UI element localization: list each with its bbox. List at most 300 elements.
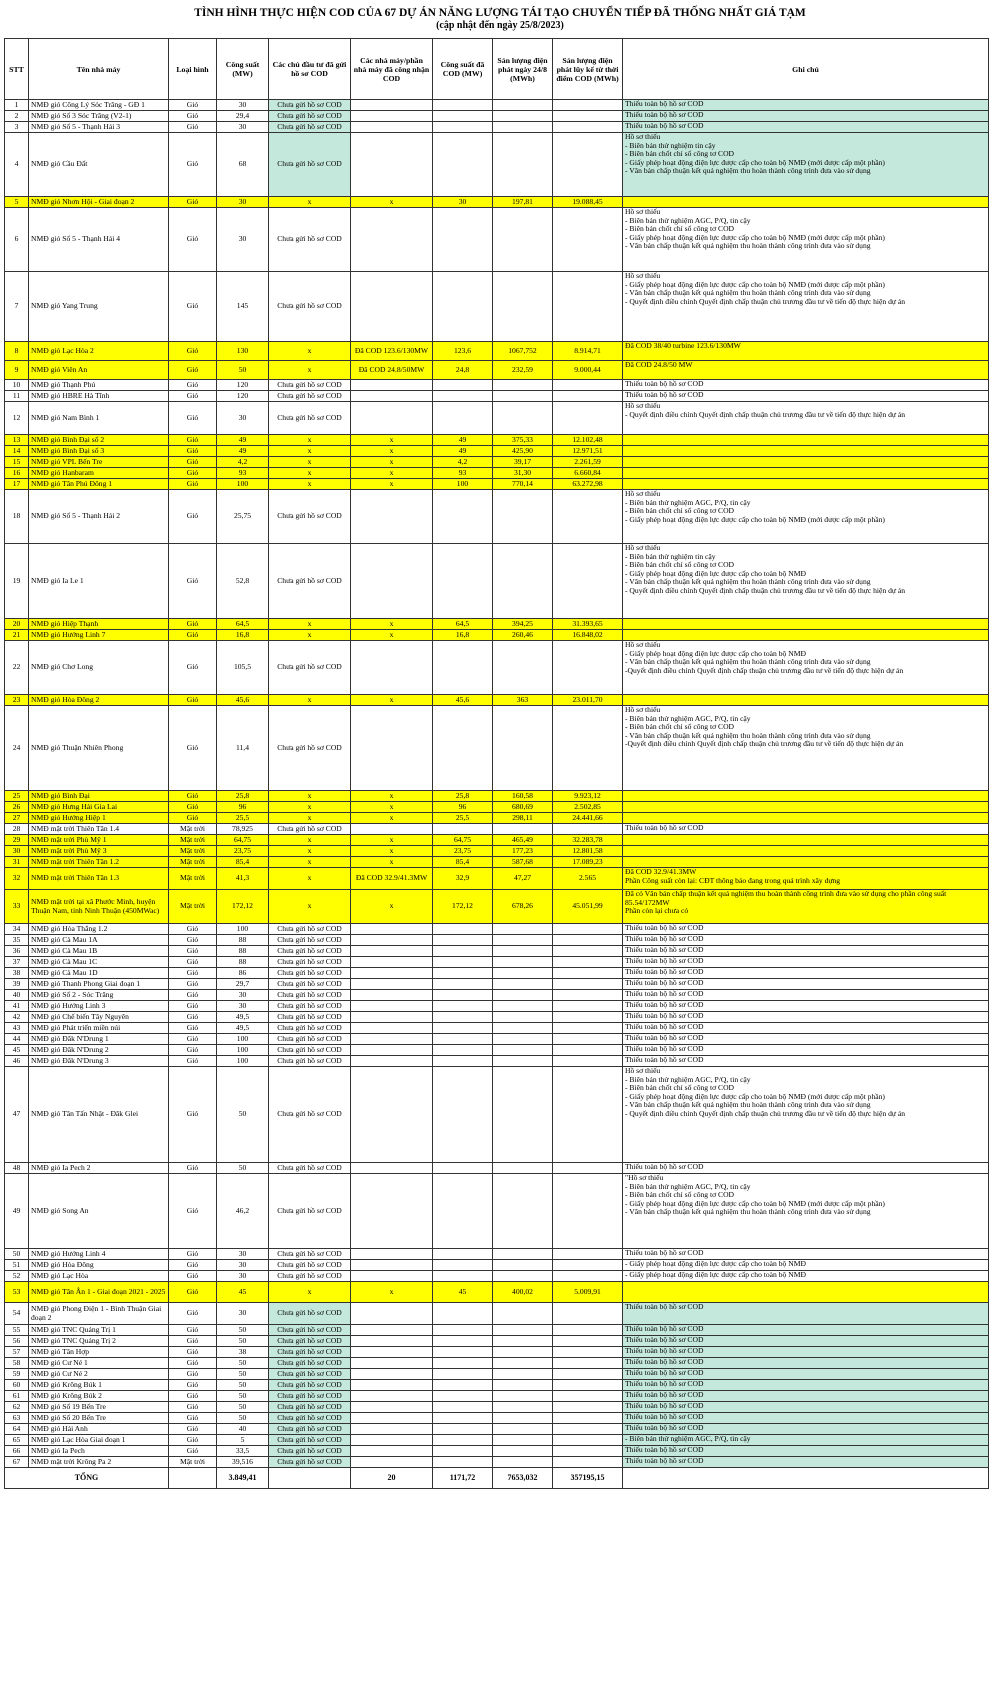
cod-submitted-cell: Chưa gửi hồ sơ COD <box>269 1424 351 1435</box>
cod-capacity-cell <box>433 1034 493 1045</box>
stt-cell: 25 <box>5 791 29 802</box>
cod-submitted-cell: x <box>269 791 351 802</box>
stt-cell: 13 <box>5 435 29 446</box>
cumulative-output-cell: 32.283,78 <box>553 835 623 846</box>
daily-output-cell <box>493 990 553 1001</box>
plant-name-cell: NMĐ gió Hướng Linh 7 <box>29 630 169 641</box>
note-cell: Thiếu toàn bộ hồ sơ COD <box>623 935 989 946</box>
type-cell: Gió <box>169 1174 217 1249</box>
cod-capacity-cell <box>433 1163 493 1174</box>
capacity-cell: 25,75 <box>217 490 269 544</box>
cumulative-output-cell <box>553 111 623 122</box>
cumulative-output-cell <box>553 1380 623 1391</box>
daily-output-cell <box>493 968 553 979</box>
plant-name-cell: NMĐ gió TNC Quảng Trị 2 <box>29 1336 169 1347</box>
stt-cell: 9 <box>5 361 29 380</box>
cumulative-output-cell: 5.009,91 <box>553 1282 623 1303</box>
cod-submitted-cell: Chưa gửi hồ sơ COD <box>269 935 351 946</box>
cod-submitted-cell: Chưa gửi hồ sơ COD <box>269 1435 351 1446</box>
plant-name-cell: NMĐ gió Chơ Long <box>29 641 169 695</box>
cod-recognized-cell <box>351 272 433 342</box>
cod-recognized-cell <box>351 1402 433 1413</box>
daily-output-cell <box>493 1402 553 1413</box>
note-cell: Thiếu toàn bộ hồ sơ COD <box>623 968 989 979</box>
cod-recognized-cell: x <box>351 619 433 630</box>
stt-cell: 3 <box>5 122 29 133</box>
cumulative-output-cell: 17.089,23 <box>553 857 623 868</box>
cumulative-output-cell <box>553 100 623 111</box>
cod-capacity-cell: 45 <box>433 1282 493 1303</box>
cod-capacity-cell <box>433 111 493 122</box>
capacity-cell: 38 <box>217 1347 269 1358</box>
cumulative-output-cell <box>553 641 623 695</box>
type-cell: Gió <box>169 1260 217 1271</box>
note-cell: Thiếu toàn bộ hồ sơ COD <box>623 1325 989 1336</box>
stt-cell: 29 <box>5 835 29 846</box>
type-cell: Gió <box>169 1045 217 1056</box>
cumulative-output-cell <box>553 1358 623 1369</box>
daily-output-cell <box>493 1249 553 1260</box>
cumulative-output-cell: 9.000,44 <box>553 361 623 380</box>
plant-name-cell: NMĐ gió Nam Bình 1 <box>29 402 169 435</box>
cumulative-output-cell <box>553 1369 623 1380</box>
cod-recognized-cell <box>351 133 433 197</box>
cod-submitted-cell: Chưa gửi hồ sơ COD <box>269 1325 351 1336</box>
capacity-cell: 64,5 <box>217 619 269 630</box>
capacity-cell: 29,7 <box>217 979 269 990</box>
cod-submitted-cell: x <box>269 695 351 706</box>
cod-submitted-cell: x <box>269 457 351 468</box>
table-row <box>5 490 989 544</box>
stt-cell: 40 <box>5 990 29 1001</box>
daily-output-cell <box>493 402 553 435</box>
capacity-cell: 64,75 <box>217 835 269 846</box>
cumulative-output-cell: 2.565 <box>553 868 623 890</box>
table-row <box>5 846 989 857</box>
total-empty-sent <box>269 1468 351 1489</box>
type-cell: Gió <box>169 1303 217 1325</box>
cod-submitted-cell: Chưa gửi hồ sơ COD <box>269 402 351 435</box>
stt-cell: 30 <box>5 846 29 857</box>
cod-capacity-cell <box>433 1435 493 1446</box>
daily-output-cell <box>493 208 553 272</box>
cod-capacity-cell <box>433 1336 493 1347</box>
cod-recognized-cell <box>351 641 433 695</box>
table-row <box>5 1249 989 1260</box>
cod-capacity-cell <box>433 990 493 1001</box>
cod-capacity-cell <box>433 1045 493 1056</box>
total-empty-note <box>623 1468 989 1489</box>
table-row <box>5 100 989 111</box>
daily-output-cell <box>493 1358 553 1369</box>
cod-submitted-cell: Chưa gửi hồ sơ COD <box>269 968 351 979</box>
cod-recognized-cell <box>351 490 433 544</box>
table-row <box>5 1336 989 1347</box>
cumulative-output-cell <box>553 1012 623 1023</box>
cod-capacity-cell <box>433 1380 493 1391</box>
cod-submitted-cell: Chưa gửi hồ sơ COD <box>269 100 351 111</box>
plant-name-cell: NMĐ gió Cà Mau 1C <box>29 957 169 968</box>
cod-submitted-cell: Chưa gửi hồ sơ COD <box>269 391 351 402</box>
type-cell: Gió <box>169 342 217 361</box>
cod-capacity-cell <box>433 1424 493 1435</box>
table-row <box>5 1380 989 1391</box>
daily-output-cell <box>493 957 553 968</box>
table-row <box>5 1424 989 1435</box>
cod-recognized-cell: x <box>351 457 433 468</box>
cumulative-output-cell <box>553 1336 623 1347</box>
cod-recognized-cell <box>351 957 433 968</box>
daily-output-cell: 232,59 <box>493 361 553 380</box>
cod-capacity-cell <box>433 100 493 111</box>
daily-output-cell <box>493 1001 553 1012</box>
cumulative-output-cell <box>553 824 623 835</box>
cod-recognized-cell <box>351 1347 433 1358</box>
table-row <box>5 957 989 968</box>
capacity-cell: 50 <box>217 1391 269 1402</box>
capacity-cell: 23,75 <box>217 846 269 857</box>
plant-name-cell: NMĐ gió Ia Pech <box>29 1446 169 1457</box>
cod-submitted-cell: x <box>269 813 351 824</box>
cod-recognized-cell <box>351 1056 433 1067</box>
capacity-cell: 30 <box>217 1260 269 1271</box>
table-row <box>5 802 989 813</box>
table-row <box>5 479 989 490</box>
plant-name-cell: NMĐ gió Hướng Hiệp 1 <box>29 813 169 824</box>
daily-output-cell <box>493 979 553 990</box>
plant-name-cell: NMĐ gió Ia Pech 2 <box>29 1163 169 1174</box>
type-cell: Gió <box>169 695 217 706</box>
cumulative-output-cell <box>553 1067 623 1163</box>
plant-name-cell: NMĐ gió Số 5 - Thạnh Hải 2 <box>29 490 169 544</box>
plant-name-cell: NMĐ mặt trời Phù Mỹ 3 <box>29 846 169 857</box>
note-cell: Thiếu toàn bộ hồ sơ COD <box>623 100 989 111</box>
total-capacity: 3.849,41 <box>217 1468 269 1489</box>
daily-output-cell <box>493 1303 553 1325</box>
stt-cell: 61 <box>5 1391 29 1402</box>
cod-capacity-cell: 49 <box>433 435 493 446</box>
stt-cell: 43 <box>5 1023 29 1034</box>
type-cell: Gió <box>169 457 217 468</box>
plant-name-cell: NMĐ gió Cư Né 1 <box>29 1358 169 1369</box>
table-row <box>5 630 989 641</box>
cod-submitted-cell: Chưa gửi hồ sơ COD <box>269 208 351 272</box>
stt-cell: 63 <box>5 1413 29 1424</box>
note-cell: - Biên bản thử nghiệm AGC, P/Q, tin cậy <box>623 1435 989 1446</box>
table-row <box>5 968 989 979</box>
note-cell <box>623 835 989 846</box>
plant-name-cell: NMĐ gió Hướng Linh 3 <box>29 1001 169 1012</box>
plant-name-cell: NMĐ gió Krông Búk 2 <box>29 1391 169 1402</box>
plant-name-cell: NMĐ gió Tân Ân 1 - Giai đoạn 2021 - 2025 <box>29 1282 169 1303</box>
table-row <box>5 446 989 457</box>
type-cell: Gió <box>169 968 217 979</box>
capacity-cell: 41,3 <box>217 868 269 890</box>
stt-cell: 7 <box>5 272 29 342</box>
cod-recognized-cell: x <box>351 857 433 868</box>
note-cell: Hồ sơ thiếu - Biên bản thử nghiệm tin cậy - Biên bản chốt chỉ số công tơ COD - Giấy phép hoạt động điện lực được cấp cho toàn bộ NMĐ (mới được cấp một phần) - Văn bản chấp thuận kết quả nghiệm thu hoàn thành công trình đưa vào sử dụng <box>623 133 989 197</box>
plant-name-cell: NMĐ gió Đăk N'Drung 3 <box>29 1056 169 1067</box>
plant-name-cell: NMĐ gió Hưng Hải Gia Lai <box>29 802 169 813</box>
cod-recognized-cell <box>351 1067 433 1163</box>
note-cell: Hồ sơ thiếu - Biên bản thử nghiệm AGC, P/Q, tin cậy - Biên bản chốt chỉ số công tơ COD - Giấy phép hoạt động điện lực được cấp cho toàn bộ NMĐ (mới được cấp một phần) - Văn bản chấp thuận kết quả nghiệm thu hoàn thành công trình đưa vào sử dụng <box>623 208 989 272</box>
cod-submitted-cell: Chưa gửi hồ sơ COD <box>269 111 351 122</box>
table-row <box>5 457 989 468</box>
cod-recognized-cell <box>351 122 433 133</box>
table-row <box>5 1413 989 1424</box>
cod-recognized-cell <box>351 1435 433 1446</box>
table-row <box>5 1325 989 1336</box>
cod-submitted-cell: x <box>269 446 351 457</box>
total-label-cell: TỔNG <box>5 1468 169 1489</box>
plant-name-cell: NMĐ gió Chế biến Tây Nguyên <box>29 1012 169 1023</box>
table-row <box>5 1001 989 1012</box>
stt-cell: 66 <box>5 1446 29 1457</box>
type-cell: Gió <box>169 1056 217 1067</box>
plant-name-cell: NMĐ mặt trời Thiên Tân 1.2 <box>29 857 169 868</box>
cod-recognized-cell: x <box>351 813 433 824</box>
capacity-cell: 30 <box>217 402 269 435</box>
plant-name-cell: NMĐ mặt trời Thiên Tân 1.4 <box>29 824 169 835</box>
type-cell: Gió <box>169 946 217 957</box>
capacity-cell: 49,5 <box>217 1023 269 1034</box>
cod-capacity-cell <box>433 1358 493 1369</box>
daily-output-cell: 400,02 <box>493 1282 553 1303</box>
plant-name-cell: NMĐ gió Đăk N'Drung 1 <box>29 1034 169 1045</box>
cod-submitted-cell: Chưa gửi hồ sơ COD <box>269 1034 351 1045</box>
type-cell: Gió <box>169 1435 217 1446</box>
cumulative-output-cell: 23.011,70 <box>553 695 623 706</box>
cod-capacity-cell <box>433 1056 493 1067</box>
cod-recognized-cell <box>351 208 433 272</box>
stt-cell: 17 <box>5 479 29 490</box>
cumulative-output-cell <box>553 391 623 402</box>
plant-name-cell: NMĐ gió Bình Đại số 3 <box>29 446 169 457</box>
stt-cell: 32 <box>5 868 29 890</box>
table-row <box>5 208 989 272</box>
type-cell: Mặt trời <box>169 835 217 846</box>
cumulative-output-cell <box>553 1446 623 1457</box>
cumulative-output-cell <box>553 1413 623 1424</box>
cod-submitted-cell: Chưa gửi hồ sơ COD <box>269 1012 351 1023</box>
capacity-cell: 33,5 <box>217 1446 269 1457</box>
table-row <box>5 468 989 479</box>
plant-name-cell: NMĐ mặt trời Krông Pa 2 <box>29 1457 169 1468</box>
note-cell: Thiếu toàn bộ hồ sơ COD <box>623 1358 989 1369</box>
type-cell: Gió <box>169 111 217 122</box>
cod-submitted-cell: x <box>269 890 351 924</box>
daily-output-cell: 1067,752 <box>493 342 553 361</box>
stt-cell: 10 <box>5 380 29 391</box>
daily-output-cell: 160,58 <box>493 791 553 802</box>
stt-cell: 21 <box>5 630 29 641</box>
plant-name-cell: NMĐ gió Hòa Thắng 1.2 <box>29 924 169 935</box>
capacity-cell: 30 <box>217 1271 269 1282</box>
note-cell <box>623 446 989 457</box>
daily-output-cell <box>493 111 553 122</box>
note-cell: Thiếu toàn bộ hồ sơ COD <box>623 1249 989 1260</box>
cumulative-output-cell <box>553 1034 623 1045</box>
table-row <box>5 1271 989 1282</box>
type-cell: Gió <box>169 1163 217 1174</box>
daily-output-cell <box>493 641 553 695</box>
capacity-cell: 25,8 <box>217 791 269 802</box>
capacity-cell: 49 <box>217 435 269 446</box>
note-cell: Thiếu toàn bộ hồ sơ COD <box>623 1056 989 1067</box>
cod-submitted-cell: x <box>269 619 351 630</box>
type-cell: Gió <box>169 1012 217 1023</box>
daily-output-cell <box>493 1391 553 1402</box>
cod-recognized-cell <box>351 1325 433 1336</box>
stt-cell: 49 <box>5 1174 29 1249</box>
capacity-cell: 30 <box>217 1249 269 1260</box>
stt-cell: 27 <box>5 813 29 824</box>
cumulative-output-cell <box>553 1435 623 1446</box>
plant-name-cell: NMĐ gió Công Lý Sóc Trăng - GĐ 1 <box>29 100 169 111</box>
note-cell: Hồ sơ thiếu - Giấy phép hoạt động điện lực được cấp cho toàn bộ NMĐ - Văn bản chấp thuận kết quả nghiệm thu hoàn thành công trình đưa vào sử dụng -Quyết định điều chỉnh Quyết định chấp thuận chủ trương đầu tư về tiến độ thực hiện dự án <box>623 641 989 695</box>
type-cell: Mặt trời <box>169 1457 217 1468</box>
note-cell: Hồ sơ thiếu - Biên bản thử nghiệm tin cậy - Biên bản chốt chỉ số công tơ COD - Giấy phép hoạt động điện lực được cấp cho toàn bộ NMĐ - Văn bản chấp thuận kết quả nghiệm thu hoàn thành công trình đưa vào sử dụng - Quyết định điều chỉnh Quyết định chấp thuận chủ trương đầu tư về tiến độ thực hiện dự án <box>623 544 989 619</box>
plant-name-cell: NMĐ gió Song An <box>29 1174 169 1249</box>
capacity-cell: 50 <box>217 361 269 380</box>
stt-cell: 14 <box>5 446 29 457</box>
type-cell: Gió <box>169 1001 217 1012</box>
daily-output-cell: 39,17 <box>493 457 553 468</box>
cod-capacity-cell: 64,75 <box>433 835 493 846</box>
cod-submitted-cell: Chưa gửi hồ sơ COD <box>269 1260 351 1271</box>
daily-output-cell: 680,69 <box>493 802 553 813</box>
table-row <box>5 122 989 133</box>
table-row <box>5 824 989 835</box>
cumulative-output-cell <box>553 272 623 342</box>
stt-cell: 59 <box>5 1369 29 1380</box>
stt-cell: 65 <box>5 1435 29 1446</box>
table-row <box>5 1446 989 1457</box>
stt-cell: 4 <box>5 133 29 197</box>
table-row <box>5 1067 989 1163</box>
cod-submitted-cell: x <box>269 468 351 479</box>
note-cell <box>623 630 989 641</box>
cod-recognized-cell <box>351 1391 433 1402</box>
note-cell: Hồ sơ thiếu - Biên bản thử nghiệm AGC, P/Q, tin cậy - Biên bản chốt chỉ số công tơ COD - Giấy phép hoạt động điện lực được cấp cho toàn bộ NMĐ (mới được cấp một phần) <box>623 490 989 544</box>
table-row <box>5 1163 989 1174</box>
daily-output-cell <box>493 1336 553 1347</box>
cod-submitted-cell: Chưa gửi hồ sơ COD <box>269 706 351 791</box>
table-row <box>5 1402 989 1413</box>
daily-output-cell: 363 <box>493 695 553 706</box>
cumulative-output-cell <box>553 402 623 435</box>
note-cell <box>623 857 989 868</box>
cod-capacity-cell <box>433 1413 493 1424</box>
table-row <box>5 1056 989 1067</box>
cumulative-output-cell <box>553 1056 623 1067</box>
cod-submitted-cell: x <box>269 835 351 846</box>
cod-submitted-cell: Chưa gửi hồ sơ COD <box>269 946 351 957</box>
stt-cell: 41 <box>5 1001 29 1012</box>
daily-output-cell <box>493 1023 553 1034</box>
note-cell: Hồ sơ thiếu - Biên bản thử nghiệm AGC, P/Q, tin cậy - Biên bản chốt chỉ số công tơ COD - Văn bản chấp thuận kết quả nghiệm thu hoàn thành công trình đưa vào sử dụng -Quyết định điều chỉnh Quyết định chấp thuận chủ trương đầu tư về tiến độ thực hiện dự án <box>623 706 989 791</box>
note-cell <box>623 197 989 208</box>
stt-cell: 37 <box>5 957 29 968</box>
stt-cell: 18 <box>5 490 29 544</box>
total-cod-count: 20 <box>351 1468 433 1489</box>
type-cell: Gió <box>169 802 217 813</box>
cod-capacity-cell <box>433 1325 493 1336</box>
header-stt: STT <box>5 39 29 100</box>
plant-name-cell: NMĐ gió HBRE Hà Tĩnh <box>29 391 169 402</box>
note-cell: Thiếu toàn bộ hồ sơ COD <box>623 1369 989 1380</box>
stt-cell: 28 <box>5 824 29 835</box>
daily-output-cell <box>493 391 553 402</box>
header-cumulative-output: Sản lượng điện phát lũy kế từ thời điểm COD (MWh) <box>553 39 623 100</box>
cod-recognized-cell <box>351 990 433 1001</box>
type-cell: Gió <box>169 402 217 435</box>
cod-recognized-cell: x <box>351 197 433 208</box>
plant-name-cell: NMĐ gió Thạnh Phú <box>29 380 169 391</box>
plant-name-cell: NMĐ gió Tân Tấn Nhật - Đăk Glei <box>29 1067 169 1163</box>
plant-name-cell: NMĐ gió Lạc Hòa Giai đoạn 1 <box>29 1435 169 1446</box>
cod-submitted-cell: x <box>269 197 351 208</box>
plant-name-cell: NMĐ gió Hướng Linh 4 <box>29 1249 169 1260</box>
daily-output-cell: 465,49 <box>493 835 553 846</box>
cod-capacity-cell: 123,6 <box>433 342 493 361</box>
note-cell: Thiếu toàn bộ hồ sơ COD <box>623 391 989 402</box>
cod-submitted-cell: Chưa gửi hồ sơ COD <box>269 990 351 1001</box>
cumulative-output-cell: 12.102,48 <box>553 435 623 446</box>
cod-recognized-cell <box>351 1303 433 1325</box>
cod-capacity-cell <box>433 924 493 935</box>
cod-capacity-cell: 25,8 <box>433 791 493 802</box>
type-cell: Gió <box>169 197 217 208</box>
table-row <box>5 544 989 619</box>
type-cell: Gió <box>169 468 217 479</box>
cod-recognized-cell <box>351 935 433 946</box>
stt-cell: 52 <box>5 1271 29 1282</box>
plant-name-cell: NMĐ gió Nhơn Hội - Giai đoạn 2 <box>29 197 169 208</box>
cod-submitted-cell: Chưa gửi hồ sơ COD <box>269 957 351 968</box>
daily-output-cell: 298,11 <box>493 813 553 824</box>
total-cumulative-output: 357195,15 <box>553 1468 623 1489</box>
capacity-cell: 78,925 <box>217 824 269 835</box>
type-cell: Gió <box>169 1271 217 1282</box>
plant-name-cell: NMĐ gió Cà Mau 1D <box>29 968 169 979</box>
note-cell: Thiếu toàn bộ hồ sơ COD <box>623 1163 989 1174</box>
type-cell: Gió <box>169 706 217 791</box>
note-cell <box>623 435 989 446</box>
cod-submitted-cell: Chưa gửi hồ sơ COD <box>269 1271 351 1282</box>
note-cell <box>623 813 989 824</box>
note-cell: Thiếu toàn bộ hồ sơ COD <box>623 1001 989 1012</box>
type-cell: Mặt trời <box>169 824 217 835</box>
header-plant-name: Tên nhà máy <box>29 39 169 100</box>
note-cell <box>623 468 989 479</box>
capacity-cell: 49 <box>217 446 269 457</box>
type-cell: Gió <box>169 1369 217 1380</box>
stt-cell: 57 <box>5 1347 29 1358</box>
cod-submitted-cell: Chưa gửi hồ sơ COD <box>269 824 351 835</box>
cod-capacity-cell <box>433 1271 493 1282</box>
type-cell: Gió <box>169 1023 217 1034</box>
cod-submitted-cell: Chưa gửi hồ sơ COD <box>269 924 351 935</box>
table-row <box>5 133 989 197</box>
total-empty-type <box>169 1468 217 1489</box>
type-cell: Gió <box>169 122 217 133</box>
note-cell: Thiếu toàn bộ hồ sơ COD <box>623 824 989 835</box>
document-subtitle: (cập nhật đến ngày 25/8/2023) <box>436 20 564 31</box>
cod-capacity-cell <box>433 208 493 272</box>
cumulative-output-cell: 31.393,65 <box>553 619 623 630</box>
cod-recognized-cell <box>351 946 433 957</box>
